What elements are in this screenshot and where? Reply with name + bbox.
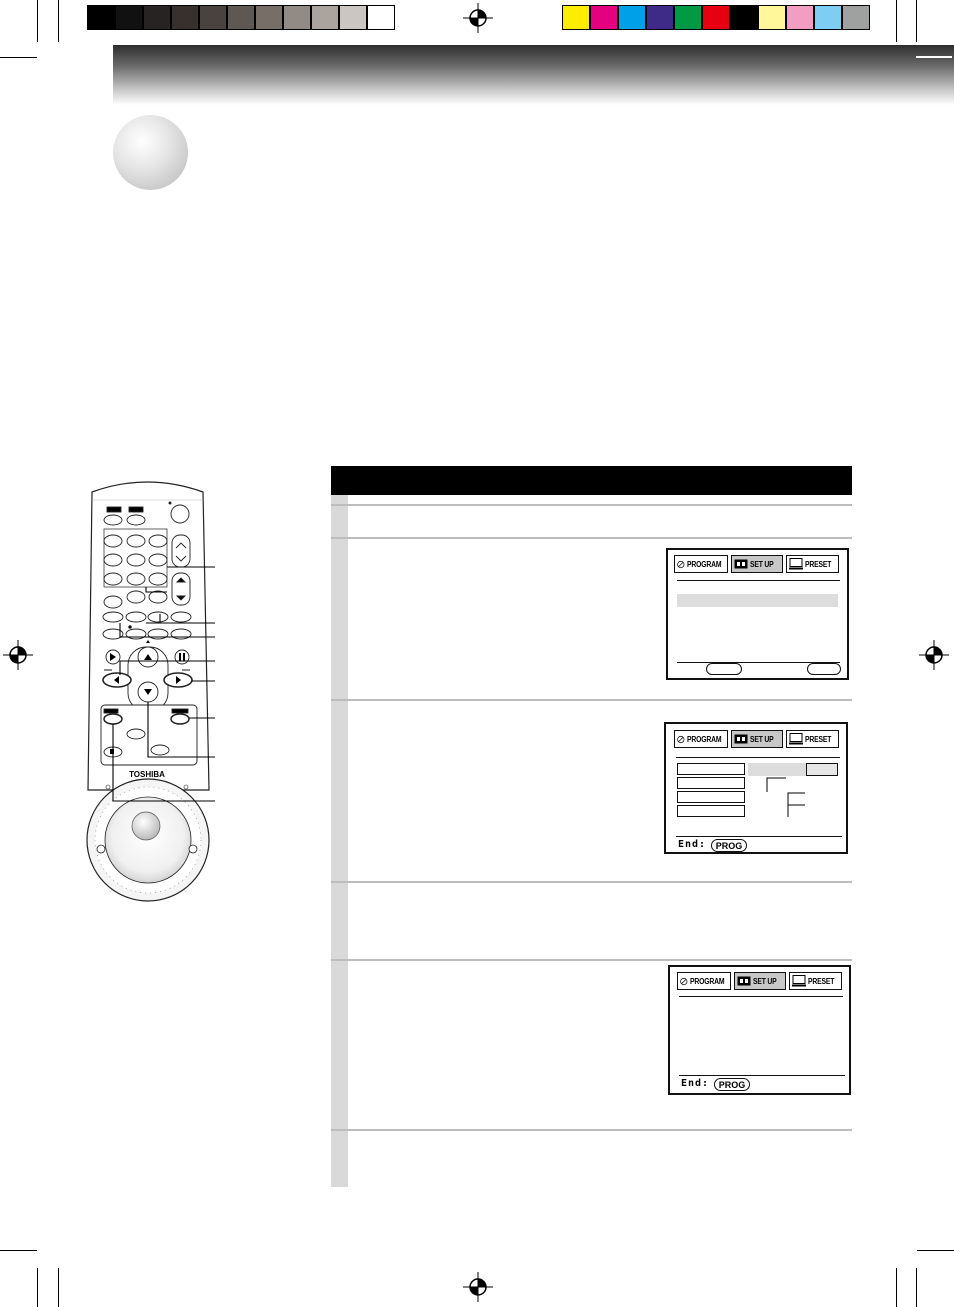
tv-icon xyxy=(789,558,803,570)
step-divider xyxy=(331,1129,852,1131)
crop-mark xyxy=(916,0,917,42)
osd-screen-setup-menu xyxy=(664,722,848,854)
menu-divider xyxy=(679,1075,845,1076)
tab-label: PRESET xyxy=(805,734,832,744)
color-swatch xyxy=(786,5,814,30)
step-divider xyxy=(331,881,852,883)
setup-connector-lines xyxy=(666,724,846,852)
end-label: End: xyxy=(678,839,707,850)
color-swatch xyxy=(814,5,842,30)
tab-label: PRESET xyxy=(805,559,832,569)
color-swatch xyxy=(143,5,171,30)
tv-icon xyxy=(792,975,806,987)
color-swatch xyxy=(674,5,702,30)
tab-label: SET UP xyxy=(750,734,774,744)
color-swatch xyxy=(311,5,339,30)
tab-preset xyxy=(789,972,842,990)
crop-mark xyxy=(0,57,37,58)
registration-mark-icon xyxy=(918,639,950,671)
crop-mark xyxy=(37,0,38,42)
step-divider xyxy=(331,699,852,701)
section-title-bar xyxy=(331,466,852,495)
menu-button-left xyxy=(706,663,742,675)
color-swatch xyxy=(702,5,730,30)
menu-divider xyxy=(676,836,842,837)
tab-label: PRESET xyxy=(808,976,835,986)
menu-divider xyxy=(679,996,843,997)
tab-label: PROGRAM xyxy=(686,734,721,744)
crop-mark xyxy=(37,1268,38,1307)
registration-mark-icon xyxy=(2,639,34,671)
osd-screen-program-menu xyxy=(666,548,849,680)
color-swatch xyxy=(590,5,618,30)
remote-brand-logo: TOSHIBA xyxy=(129,770,165,779)
color-swatch xyxy=(646,5,674,30)
step-divider xyxy=(331,959,852,961)
crop-mark xyxy=(896,1268,897,1307)
color-swatch xyxy=(255,5,283,30)
menu-button-right xyxy=(807,663,841,675)
vcr-icon xyxy=(734,559,748,569)
remote-jog-dial xyxy=(87,779,209,901)
remote-control-icon xyxy=(80,468,230,914)
tab-setup xyxy=(734,972,786,990)
color-swatch xyxy=(618,5,646,30)
vcr-icon xyxy=(737,976,751,986)
registration-mark-icon xyxy=(462,2,494,34)
menu-highlight-bar xyxy=(677,594,838,607)
color-swatch xyxy=(199,5,227,30)
crop-mark xyxy=(58,0,59,42)
crop-mark xyxy=(58,1268,59,1307)
color-swatch xyxy=(227,5,255,30)
color-swatch xyxy=(367,5,395,30)
color-swatch xyxy=(115,5,143,30)
color-swatch xyxy=(842,5,870,30)
tab-label: PROGRAM xyxy=(689,976,724,986)
color-swatch xyxy=(171,5,199,30)
header-band xyxy=(113,45,954,105)
tab-program xyxy=(674,555,728,573)
tab-preset xyxy=(786,555,839,573)
prog-button-icon: PROG xyxy=(714,1078,750,1091)
tab-setup xyxy=(731,555,783,573)
color-swatch xyxy=(758,5,786,30)
color-swatch xyxy=(562,5,590,30)
clock-icon xyxy=(677,558,685,571)
color-swatch xyxy=(87,5,115,30)
color-swatch xyxy=(283,5,311,30)
registration-mark-icon xyxy=(462,1271,494,1303)
header-accent-line xyxy=(916,56,952,58)
color-swatch xyxy=(730,5,758,30)
tab-label: PROGRAM xyxy=(686,559,721,569)
tab-label: SET UP xyxy=(750,559,774,569)
end-label: End: xyxy=(681,1078,710,1089)
crop-mark xyxy=(916,1268,917,1307)
prog-button-icon: PROG xyxy=(711,839,747,852)
step-divider xyxy=(331,504,852,506)
remote-lower-panel xyxy=(101,705,197,765)
tab-program xyxy=(677,972,731,990)
tab-label: SET UP xyxy=(753,976,777,986)
osd-screen-preset-menu xyxy=(668,965,851,1095)
menu-divider xyxy=(677,580,840,581)
crop-mark xyxy=(917,1250,954,1251)
crop-mark xyxy=(896,0,897,42)
chapter-circle-icon xyxy=(113,115,188,190)
clock-icon xyxy=(680,975,688,988)
step-number-column xyxy=(331,495,348,1187)
crop-mark xyxy=(0,1250,37,1251)
step-divider xyxy=(331,537,852,539)
color-swatch xyxy=(339,5,367,30)
